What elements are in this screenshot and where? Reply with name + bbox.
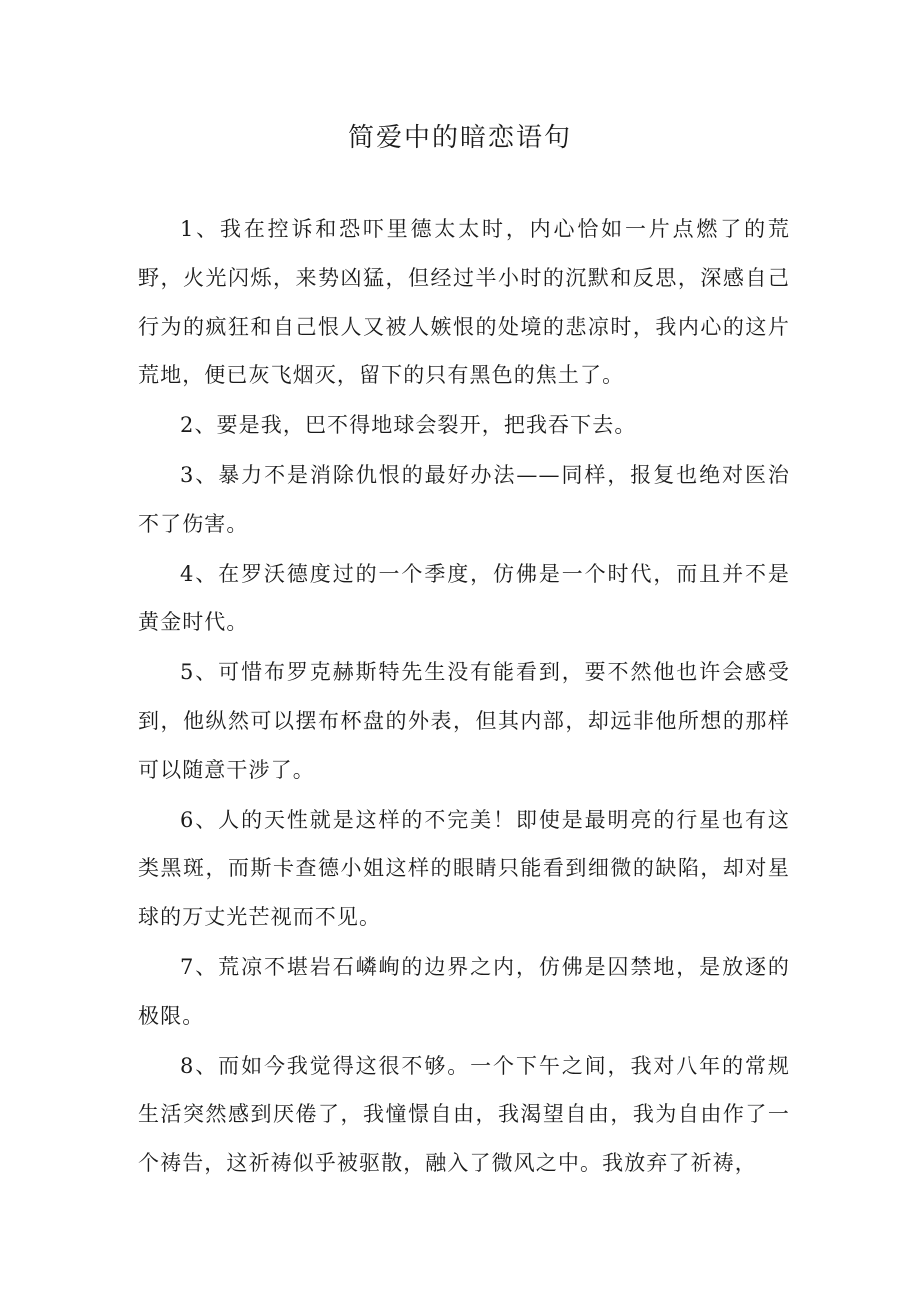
- paragraph-4: 4、在罗沃德度过的一个季度，仿佛是一个时代，而且并不是黄金时代。: [138, 561, 790, 635]
- paragraph-3: 3、暴力不是消除仇恨的最好办法——同样，报复也绝对医治不了伤害。: [138, 462, 790, 536]
- paragraph-1: 1、我在控诉和恐吓里德太太时，内心恰如一片点燃了的荒野，火光闪烁，来势凶猛，但经过半小时的沉默和反思，深感自己行为的疯狂和自己恨人又被人嫉恨的处境的悲凉时，我内心的这片荒地，便已灰飞烟灭，留下的只有黑色的焦土了。: [138, 217, 790, 388]
- paragraph-5: 5、可惜布罗克赫斯特先生没有能看到，要不然他也许会感受到，他纵然可以摆布杯盘的外表，但其内部，却远非他所想的那样可以随意干涉了。: [138, 660, 790, 782]
- page-title: 简爱中的暗恋语句: [347, 123, 572, 153]
- document-body: [138, 205, 790, 1189]
- paragraph-7: 7、荒凉不堪岩石嶙峋的边界之内，仿佛是囚禁地，是放逐的极限。: [138, 954, 790, 1028]
- paragraph-2: 2、要是我，巴不得地球会裂开，把我吞下去。: [180, 413, 637, 438]
- paragraph-8: 8、而如今我觉得这很不够。一个下午之间，我对八年的常规生活突然感到厌倦了，我憧憬自由，我渴望自由，我为自由作了一个祷告，这祈祷似乎被驱散，融入了微风之中。我放弃了祈祷，: [138, 1053, 790, 1176]
- paragraph-6: 6、人的天性就是这样的不完美！即使是最明亮的行星也有这类黑斑，而斯卡查德小姐这样的眼睛只能看到细微的缺陷，却对星球的万丈光芒视而不见。: [138, 807, 790, 930]
